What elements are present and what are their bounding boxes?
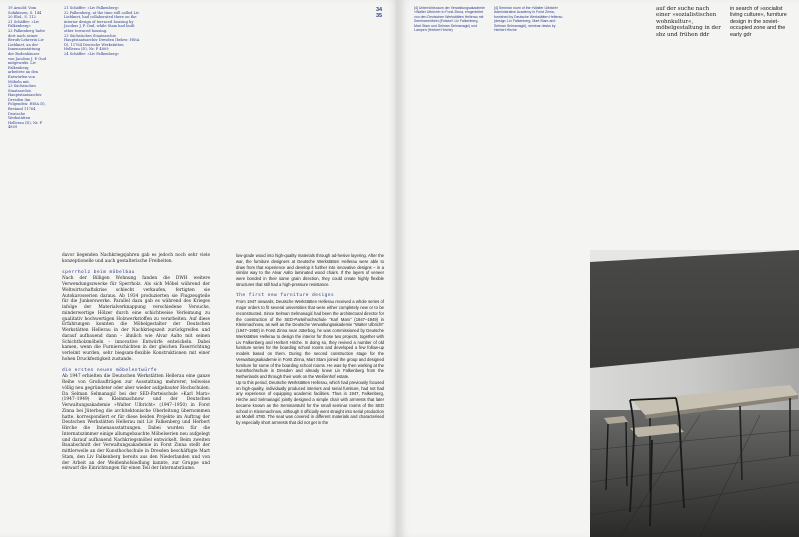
caption-english — [494, 6, 568, 32]
page-number-right: 35 — [376, 13, 383, 19]
paragraph: Nach der Billigen Wohnung fanden die DWH weitere Verwendungszwecke für Sperrholz. Als sich Möbel während der Weltwirtschaftskrise schlecht verkaufen, fertigten sie Autokarosserien daraus. Ab 1934 produzierten sie Flugzeugteile für die Junkerswerke. Parallel dazu gab es während des Krieges infolge der Materialverknappung verschiedene Versuche, minderwertige Hölzer durch eine schichtweise Verleimung zu qualitativ hochwertigen Holzwerkstoffen zu verarbeiten. Auf diese Erfahrungen konnten die Möbelgestalter der Deutschen Werkstätten Hellerau in der Nachkriegszeit zurückgreifen und darauf aufbauend dann – ähnlich wie Alvar Aalto mit seinen Schichtholzmöbeln – innovative Entwürfe entwickeln. Dabei kamen, wenn die Furnierschichten in der gleichen Faserrichtung verleimt wurden, sehr biegsam-flexible Konstruktionen mit einer hohen Druckfestigkeit zustande. — [62, 276, 210, 362]
paragraph: Up to this period, Deutsche Werkstätten Hellerau, which had previously focused on high-quality, individually produced interiors and serial furniture, had not had any experience of equipping academic facilities. Thus in 1947, Falkenberg, Hirche and Selmanagić jointly designed a simple chair with armrests that later became known as the Seminarstuhl for the small seminar rooms of the SED school in Kleinmachnow, although it officially went straight into serial production as Modell 4780. The seat was covered in different materials and characterised by especially short armrests that did not get in the — [236, 379, 384, 425]
footnotes-english — [64, 6, 140, 57]
footnotes-german — [8, 6, 46, 130]
section-heading: die ersten neuen möbelentwürfe — [62, 367, 157, 373]
section-heading: sperrholz beim möbelbau — [62, 269, 135, 275]
caption-german — [414, 6, 486, 32]
page-number-left: 34 — [376, 7, 383, 13]
footnote: 21 Schäffer: »Liv Falkenberg« — [8, 19, 40, 29]
footnote: 19 Arnold: Vom Sofakissen, S. 144 — [8, 6, 42, 15]
caption-text: [4] Seminar room of the »Walter Ulbricht« Administrative Academy in Forst Zinna, furnished by Deutsche Werkstätten Hellerau (design: Liv Falkenberg, Mart Stam and Selman Selmanagić), seminar desks by Herbert Hirche — [494, 6, 563, 33]
pull-quote-english — [730, 6, 796, 38]
seminar-room-photo — [590, 250, 799, 537]
seminar-room-photo-drawing — [590, 250, 799, 537]
paragraph: Ab 1947 erhielten die Deutschen Werkstätten Hellerau eine ganze Reihe von Großaufträgen zur Ausstattung mehrerer, teilweise völlig neu gegründeter oder aber wieder aufgebauter Hochschulen. Da Selman Selmanagić bei der SED-Parteischule »Karl Marx« (1947–1949) in Kleinmachnow und der Deutschen Verwaltungsakademie »Walter Ulbricht« (1947–1950) in Forst Zinna bei Jüterbog die architektonische Oberleitung übernommen hatte, korrespondiert er für diese beiden Projekte im Auftrag der Deutschen Werkstätten Hellerau mit Liv Falkenberg und Herbert Hirche die Innenausstattungen. Dabei wurden für die Internatszimmer einige allumgebauchte Möbelserien neu aufgelegt und darauf aufbauend Nachkriegsmöbel entwickelt. Beim zweiten Bauabschnitt der Verwaltungsakademie in Forst Zinna stellt der mittlerweile an der Kunsthochschule in Dresden beschäftigte Mart Stam, den Liv Falkenberg bereits aus den Niederlanden und von der Arbeit an der Weißenhofsiedlung kannte, zur Gruppe und entwarf die Einrichtungen für einen Teil der Internatsräume. — [62, 374, 210, 472]
caption-text: [4] Unterrichtsraum der Verwaltungsakademie »Walter Ulbricht« in Forst Zinna, eingerichtet von den Deutschen Werkstätten Hellerau mit Seminarmöbeln (Entwurf: Liv Falkenberg, Mart Stam und Selman Selmanagić) und Lampen (Herbert Hirche) — [414, 6, 486, 33]
footnote: 24 Schäffer: »Liv Falkenberg« — [64, 51, 120, 56]
footnote: 22 Falkenberg hatte dort nach seiner Berufs-Lehrerin Liv Liebknet, an der Innenausstattung der Bodenhäuser von Jacobus J. P. Oud mitgewirkt. Liv Falkenberg arbeitete an den Entwürfen von Möbeln mit. — [8, 28, 46, 84]
body-column-english — [236, 253, 384, 426]
footnote: 23 Sächsisches Staatsarchiv, Hauptstaatsarchiv Dresden (below: HStA D), 11764 Deutsche Werkstätten Hellerau (D), Nr. F 4809 — [64, 33, 140, 52]
paragraph: davor liegenden Nachkriegsjahren gab es jedoch noch sehr viele konzeptionelle und auch gestalterische Freiheiten. — [62, 253, 210, 264]
quote-text: in search of »socialist living culture«, furniture design in the soviet-occupied zone and the early gdr — [730, 6, 787, 38]
paragraph: low-grade wood into high-quality materials through ad-hesive layering. After the war, the furniture designers at Deutsche Werkstätten Hellerau were able to draw from that experience and develop it further into innovative designs – in a similar way to the Alvar Aalto laminated wood chairs. If the layers of veneer were bonded in their same grain direction, they could create highly flexible structures that still had a high-pressure resistance. — [236, 253, 384, 287]
pull-quote-german — [656, 6, 722, 38]
footnote: 20 Ebd., S. 112 — [8, 15, 36, 20]
body-column-german — [62, 253, 210, 472]
footnote: 23 Sächsisches Staatsarchiv, Hauptstaatsarchiv Dresden (im Folgenden: HStA D), Bestand 11764 Deutsche Werkstätten Hellerau (D), Nr. F 4809 — [8, 84, 46, 130]
section-heading: the first new furniture designs — [236, 292, 335, 298]
footnote: 22 Falkenberg, at the time still called Liv Liebknet, had collaborated there on the interior design of terraced housing by Jacobus J. P. Oud, while Stam had built other terraced housing. — [64, 10, 140, 33]
left-page — [0, 0, 398, 537]
footnote: 21 Schäffer: »Liv Falkenberg« — [64, 6, 120, 10]
quote-text: auf der suche nach einer »sozialistischen wohnkultur«, möbelgestaltung in der sbz und frühen ddr — [656, 6, 721, 38]
paragraph: From 1947 onwards, Deutsche Werkstätten Hellerau received a whole series of major orders to fit several universities that were either completely new or to be reconstructed. Since Selman Selmanagić had been the architectural director for the construction of the SED-Parteihochschule "Karl Marx" (1947–1949) in Kleinmachnow, as well as the Deutsche Verwaltungsakademie "Walter Ulbricht" (1947–1950) in Forst Zinna near Jüterbog, he was commissioned by Deutsche Werkstätten Hellerau to design the interior for those two projects, together with Liv Falkenberg and Herbert Hirche. In doing so, they revived a number of old furniture series for the boarding school rooms and developed a few follow-up models based on them. During the second construction stage for the Verwaltungsakademie in Forst Zinna, Mart Stam joined the group and designed furniture for some of the boarding school rooms. He was by then working at the Kunsthochschule in Dresden and already knew Liv Falkenberg from the Netherlands and through their work on the Weißenhof estate. — [236, 299, 384, 379]
